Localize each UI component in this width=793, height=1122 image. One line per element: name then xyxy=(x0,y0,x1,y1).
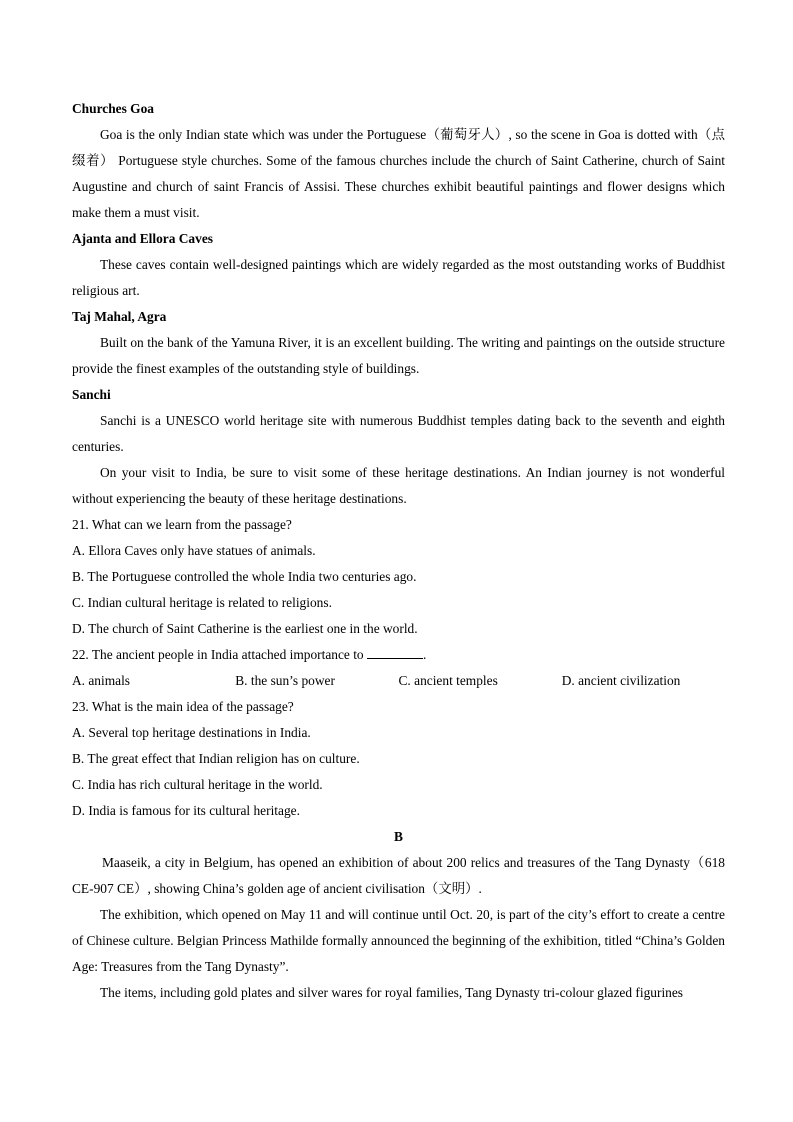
question-23-option-c: C. India has rich cultural heritage in the world. xyxy=(72,777,323,792)
question-21-option-b: B. The Portuguese controlled the whole India two centuries ago. xyxy=(72,569,417,584)
question-22-option-b: B. the sun’s power xyxy=(235,673,335,688)
question-22-stem xyxy=(72,642,725,668)
answer-blank xyxy=(367,644,423,659)
paragraph-taj-mahal: Built on the bank of the Yamuna River, it is an excellent building. The writing and paintings on the outside structure provide the finest examples of the outstanding style of buildings. xyxy=(72,335,725,376)
passage-b-paragraph-1: Maaseik, a city in Belgium, has opened an exhibition of about 200 relics and treasures of the Tang Dynasty（618 CE-907 CE）, showing China’s golden age of ancient civilisation（文明）. xyxy=(72,855,725,896)
question-23-option-a: A. Several top heritage destinations in India. xyxy=(72,725,311,740)
passage-b-paragraph-2: The exhibition, which opened on May 11 and will continue until Oct. 20, is part of the city’s effort to create a centre of Chinese culture. Belgian Princess Mathilde formally announced the beginning of the exhibition, titled “China’s Golden Age: Treasures from the Tang Dynasty”. xyxy=(72,907,725,974)
question-23-stem: 23. What is the main idea of the passage? xyxy=(72,699,294,714)
question-22-stem-end: . xyxy=(423,647,427,662)
paragraph-ajanta-ellora: These caves contain well-designed paintings which are widely regarded as the most outstanding works of Buddhist religious art. xyxy=(72,257,725,298)
paragraph-conclusion: On your visit to India, be sure to visit some of these heritage destinations. An Indian journey is not wonderful without experiencing the beauty of these heritage destinations. xyxy=(72,465,725,506)
question-21-stem: 21. What can we learn from the passage? xyxy=(72,517,292,532)
section-title-taj-mahal: Taj Mahal, Agra xyxy=(72,309,167,324)
paragraph-churches-goa: Goa is the only Indian state which was under the Portuguese（葡萄牙人）, so the scene in Goa is dotted with（点缀着） Portuguese style churches. Some of the famous churches include the church of Saint Catherine, church of Saint Augustine and church of saint Francis of Assisi. These churches exhibit beautiful paintings and flower designs which make them a must visit. xyxy=(72,127,725,220)
paragraph-sanchi: Sanchi is a UNESCO world heritage site with numerous Buddhist temples dating back to the seventh and eighth centuries. xyxy=(72,413,725,454)
document-page xyxy=(72,96,725,1006)
passage-b-paragraph-3: The items, including gold plates and silver wares for royal families, Tang Dynasty tri-colour glazed figurines xyxy=(100,985,684,1000)
question-21-option-c: C. Indian cultural heritage is related to religions. xyxy=(72,595,332,610)
question-22-stem-text: 22. The ancient people in India attached importance to xyxy=(72,647,364,662)
question-22-option-a: A. animals xyxy=(72,673,131,688)
section-title-ajanta-ellora: Ajanta and Ellora Caves xyxy=(72,231,213,246)
question-21-option-d: D. The church of Saint Catherine is the earliest one in the world. xyxy=(72,621,418,636)
passage-b-label: B xyxy=(394,829,403,844)
question-23-option-b: B. The great effect that Indian religion has on culture. xyxy=(72,751,360,766)
question-22-option-c: C. ancient temples xyxy=(398,673,498,688)
question-23-option-d: D. India is famous for its cultural heritage. xyxy=(72,803,300,818)
question-22-option-d: D. ancient civilization xyxy=(561,673,681,688)
question-22-options xyxy=(72,668,725,694)
section-title-sanchi: Sanchi xyxy=(72,387,111,402)
question-21-option-a: A. Ellora Caves only have statues of animals. xyxy=(72,543,316,558)
section-title-churches-goa: Churches Goa xyxy=(72,101,154,116)
